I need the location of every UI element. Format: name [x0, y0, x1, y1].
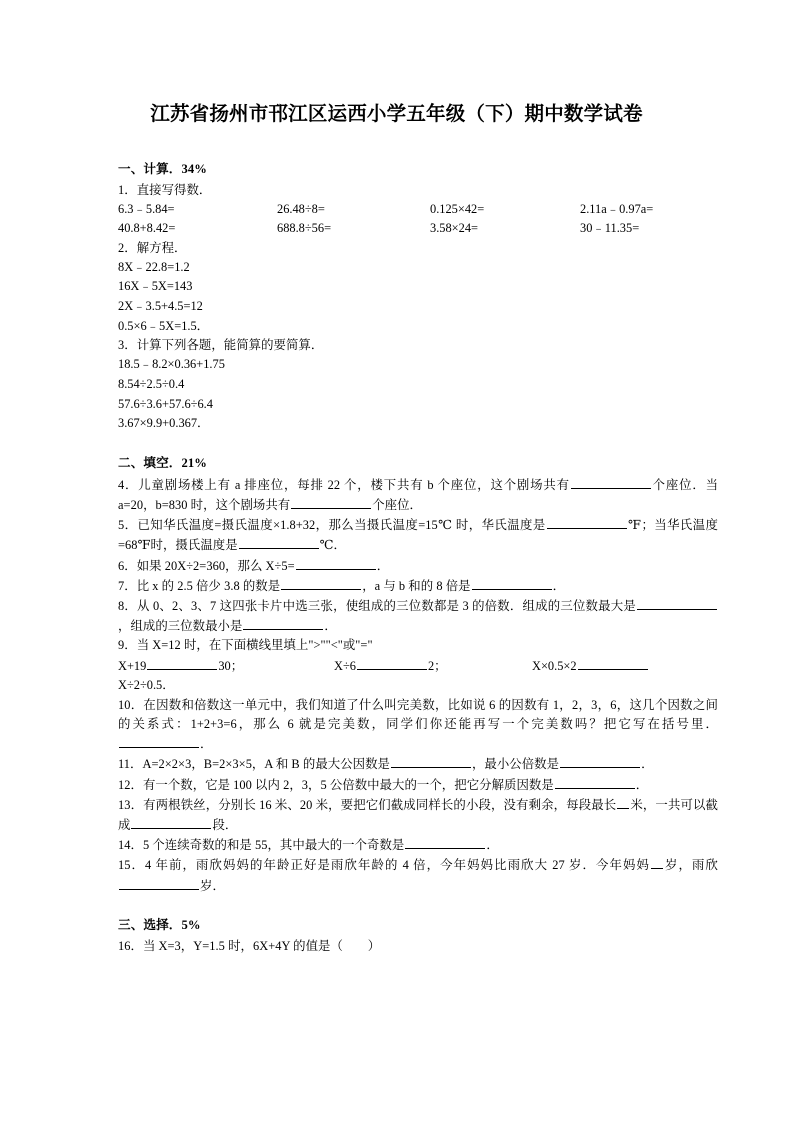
section-heading-3: 三、选择．5%: [118, 917, 201, 932]
answer-blank[interactable]: [281, 576, 361, 590]
question-16-text: 当 X=3，Y=1.5 时，6X+4Y 的值是（ ）: [142, 938, 381, 953]
question-14: [118, 835, 718, 855]
compare-right: 30；: [218, 658, 244, 673]
answer-blank[interactable]: [651, 855, 663, 869]
answer-blank[interactable]: [243, 616, 323, 630]
answer-blank[interactable]: [131, 815, 211, 829]
question-14-number: 14．: [118, 838, 143, 853]
calc-cell: 40.8+8.42=: [118, 221, 176, 236]
answer-blank[interactable]: [578, 656, 648, 670]
answer-blank[interactable]: [291, 495, 371, 509]
compare-left: X×0.5×2: [532, 658, 577, 673]
question-9: [118, 636, 718, 655]
question-12: [118, 775, 718, 795]
question-5-text-c: ℃．: [319, 538, 346, 553]
question-10-text-a: 在因数和倍数这一单元中，我们知道了什么叫完美数，比如说 6 的因数有 1，2，3，6，这几个因数之间的关系式：1+2+3=6，那么 6 就是完美数，同学们你还能再写一个完美数吗？把它写在括号里．: [118, 697, 718, 731]
section-heading-1: 一、计算．34%: [118, 162, 207, 176]
question-13-number: 13．: [118, 797, 144, 812]
question-11-text-a: A=2×2×3，B=2×3×5，A 和 B 的最大公因数是: [142, 757, 390, 772]
question-2: [118, 239, 718, 258]
compare-left: X+19: [118, 658, 147, 673]
question-3-prompt: 计算下列各题，能简算的要简算．: [136, 338, 324, 353]
exam-content: [118, 160, 718, 956]
question-14-text-b: ．: [486, 838, 499, 853]
section-spacer: [118, 896, 718, 916]
equation-line: 18.5﹣8.2×0.36+1.75: [118, 357, 225, 372]
answer-blank[interactable]: [391, 754, 471, 768]
question-4-text-b: 个座位．当a=20，b=830 时，这个剧场共有: [118, 477, 719, 512]
question-4-text-c: 个座位．: [372, 497, 422, 512]
answer-blank[interactable]: [296, 556, 376, 570]
question-8-text-b: ，组成的三位数最小是: [118, 619, 243, 634]
question-11-number: 11．: [118, 757, 143, 772]
question-16: [118, 937, 718, 956]
question-14-text-a: 5 个连续奇数的和是 55，其中最大的一个奇数是: [142, 838, 405, 853]
question-9-prompt: 当 X=12 时，在下面横线里填上">""<"或"=": [136, 638, 373, 653]
question-5-text-a: 已知华氏温度=摄氏温度×1.8+32，那么当摄氏温度=15℃ 时，华氏温度是: [137, 518, 546, 533]
question-6: [118, 556, 718, 576]
answer-blank[interactable]: [357, 656, 427, 670]
equation-line: 3.67×9.9+0.367．: [118, 416, 210, 431]
question-16-number: 16．: [118, 938, 143, 953]
question-13-text-b: 米，一共可以截成: [118, 797, 718, 832]
question-8-number: 8．: [118, 598, 138, 613]
question-5-text-b: ℉；当华氏温度=68℉时，摄氏温度是: [118, 518, 718, 553]
compare-right: 2；: [427, 658, 447, 673]
equation-line: 0.5×6﹣5X=1.5．: [118, 318, 210, 333]
question-9-number: 9．: [118, 638, 137, 653]
calc-cell: 3.58×24=: [430, 221, 479, 236]
question-13-text-c: 段．: [212, 818, 238, 832]
question-5: [118, 515, 718, 555]
compare-tail: X÷2÷0.5．: [118, 678, 175, 693]
equation-line: 16X﹣5X=143: [118, 279, 193, 294]
answer-blank[interactable]: [617, 795, 629, 809]
calc-cell: 2.11a﹣0.97a=: [580, 202, 654, 217]
answer-blank[interactable]: [637, 596, 717, 610]
calc-cell: 6.3﹣5.84=: [118, 202, 175, 217]
question-8: [118, 596, 718, 636]
question-5-number: 5．: [118, 518, 138, 533]
equation-line: 57.6÷3.6+57.6÷6.4: [118, 396, 213, 411]
question-7-text-c: ．: [552, 578, 566, 593]
calc-cell: 30﹣11.35=: [580, 221, 640, 236]
answer-blank[interactable]: [405, 835, 485, 849]
question-10-text-b: ．: [200, 737, 213, 752]
question-7-text-b: ，a 与 b 和的 8 倍是: [362, 578, 471, 593]
question-4-text-a: 儿童剧场楼上有 a 排座位，每排 22 个，楼下共有 b 个座位，这个剧场共有: [138, 477, 570, 492]
question-4: [118, 475, 718, 515]
calc-cell: 26.48÷8=: [277, 202, 325, 217]
answer-blank[interactable]: [560, 754, 640, 768]
calc-cell: 0.125×42=: [430, 202, 485, 217]
question-15-text-a: 4 年前，雨欣妈妈的年龄正好是雨欣年龄的 4 倍，今年妈妈比雨欣大 27 岁．今年妈妈: [145, 858, 650, 873]
question-6-text-b: ．: [376, 558, 390, 573]
answer-blank[interactable]: [555, 775, 635, 789]
question-8-text-c: ．: [324, 619, 337, 634]
section-heading-2: 二、填空．21%: [118, 455, 207, 470]
question-1: [118, 181, 718, 200]
calc-cell: 688.8÷56=: [277, 221, 332, 236]
question-11-text-b: ，最小公倍数是: [471, 757, 560, 772]
question-15-text-c: 岁．: [200, 878, 225, 893]
compare-left: X÷6: [334, 658, 356, 673]
question-4-number: 4．: [118, 477, 139, 492]
question-13: [118, 795, 718, 835]
section-spacer: [118, 434, 718, 454]
answer-blank[interactable]: [119, 734, 199, 748]
equation-line: 2X﹣3.5+4.5=12: [118, 299, 203, 313]
question-7-text-a: 比 x 的 2.5 倍少 3.8 的数是: [136, 578, 281, 593]
question-11: [118, 754, 718, 774]
question-7: [118, 576, 718, 596]
question-10: [118, 696, 718, 755]
compare-row: [118, 656, 718, 677]
question-3-number: 3．: [118, 338, 137, 353]
question-13-text-a: 有两根铁丝，分别长 16 米、20 米，要把它们截成同样长的小段，没有剩余，每段最长: [143, 797, 617, 812]
compare-item-3: [532, 656, 718, 677]
compare-item-1: [118, 656, 334, 677]
question-3: [118, 336, 718, 355]
answer-blank[interactable]: [239, 535, 319, 549]
question-12-number: 12．: [118, 777, 143, 792]
question-1-number: 1．: [118, 183, 137, 197]
page-title: 江苏省扬州市邗江区运西小学五年级（下）期中数学试卷: [150, 104, 643, 125]
calc-row-2: [118, 219, 718, 238]
question-12-text-b: ．: [635, 777, 649, 792]
compare-item-2: [334, 656, 532, 677]
answer-blank[interactable]: [472, 576, 552, 590]
question-15-number: 15．: [118, 858, 146, 873]
question-8-text-a: 从 0、2、3、7 这四张卡片中选三张，使组成的三位数都是 3 的倍数．组成的三位数最大是: [137, 598, 636, 613]
calc-row-1: [118, 200, 718, 219]
question-2-number: 2．: [118, 240, 137, 255]
question-10-number: 10．: [118, 697, 144, 712]
answer-blank[interactable]: [147, 656, 217, 670]
answer-blank[interactable]: [547, 515, 627, 529]
question-6-text-a: 如果 20X÷2=360，那么 X÷5=: [136, 558, 295, 573]
question-12-text-a: 有一个数，它是 100 以内 2，3，5 公倍数中最大的一个，把它分解质因数是: [142, 777, 554, 792]
answer-blank[interactable]: [571, 475, 651, 489]
question-2-prompt: 解方程．: [136, 240, 187, 255]
question-15: [118, 855, 718, 895]
question-1-prompt: 直接写得数．: [136, 183, 212, 197]
question-15-text-b: 岁，雨欣: [664, 858, 718, 873]
equation-line: 8X﹣22.8=1.2: [118, 259, 190, 274]
question-7-number: 7．: [118, 578, 137, 593]
answer-blank[interactable]: [119, 876, 199, 890]
question-6-number: 6．: [118, 558, 137, 573]
question-11-text-c: ．: [641, 757, 654, 772]
equation-line: 8.54÷2.5÷0.4: [118, 376, 185, 391]
